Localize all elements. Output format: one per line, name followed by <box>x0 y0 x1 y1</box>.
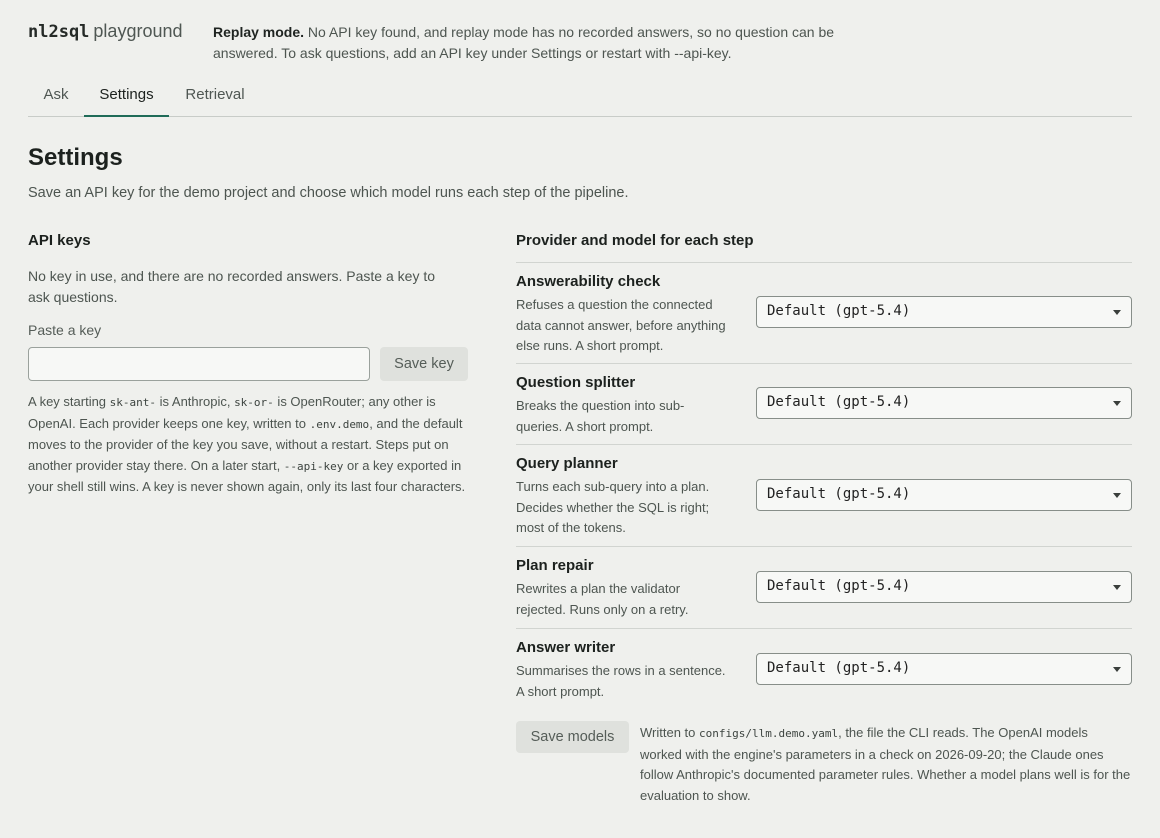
tab-retrieval[interactable]: Retrieval <box>185 86 245 103</box>
help-text-part: is Anthropic, <box>156 394 235 409</box>
step-description: Rewrites a plan the validator rejected. Runs only on a retry. <box>516 581 689 617</box>
brand-suffix: playground <box>93 21 183 41</box>
step-description: Refuses a question the connected data cannot answer, before anything else runs. A short prompt. <box>516 297 726 353</box>
step-row-query-planner <box>516 445 1132 547</box>
help-text-part: or a key exported in your shell still wins. A key is never shown again, only its last four characters. <box>28 457 466 494</box>
app-header <box>28 20 1132 64</box>
page-subtitle: Save an API key for the demo project and choose which model runs each step of the pipeline. <box>28 185 629 201</box>
paste-key-label: Paste a key <box>28 322 102 338</box>
model-select-answer-writer[interactable] <box>756 653 1132 685</box>
model-settings-footer <box>516 721 1132 811</box>
step-title: Query planner <box>516 455 618 472</box>
chevron-down-icon <box>1113 493 1121 498</box>
step-description: Summarises the rows in a sentence. A short prompt. <box>516 663 726 699</box>
replay-mode-notice <box>213 22 853 64</box>
chevron-down-icon <box>1113 667 1121 672</box>
help-text-part: , and the default moves to the provider of the key you save, without a restart. Steps put on another provider stay there. On a later start, <box>28 415 463 473</box>
step-row-answer-writer <box>516 629 1132 703</box>
api-key-help-text <box>28 392 468 498</box>
note-code-config-path: configs/llm.demo.yaml <box>699 727 839 740</box>
model-select-plan-repair[interactable] <box>756 571 1132 603</box>
model-select-value: Default (gpt-5.4) <box>767 486 911 502</box>
notice-text: No API key found, and replay mode has no recorded answers, so no question can be answered. To ask questions, add an API key under Settings or restart with --api-key. <box>213 24 835 61</box>
tab-ask[interactable]: Ask <box>43 86 69 103</box>
step-description: Breaks the question into sub-queries. A short prompt. <box>516 398 685 434</box>
key-input-row <box>28 347 468 383</box>
chevron-down-icon <box>1113 401 1121 406</box>
help-text-part: is OpenRouter; any other is OpenAI. Each provider keeps one key, written to <box>28 394 436 431</box>
notice-title: Replay mode. <box>213 24 305 40</box>
api-keys-section <box>28 232 468 498</box>
model-select-query-planner[interactable] <box>756 479 1132 511</box>
save-key-button[interactable]: Save key <box>380 347 468 381</box>
help-code-env-file: .env.demo <box>309 417 370 431</box>
brand-name: nl2sql <box>28 22 90 42</box>
chevron-down-icon <box>1113 310 1121 315</box>
model-select-value: Default (gpt-5.4) <box>767 394 911 410</box>
step-title: Answerability check <box>516 273 661 290</box>
step-title: Question splitter <box>516 374 636 391</box>
step-title: Answer writer <box>516 639 616 656</box>
tab-settings[interactable]: Settings <box>84 78 169 117</box>
model-select-answerability-check[interactable] <box>756 296 1132 328</box>
api-keys-heading: API keys <box>28 232 91 249</box>
step-title: Plan repair <box>516 557 594 574</box>
model-settings-section <box>516 232 1132 811</box>
model-select-question-splitter[interactable] <box>756 387 1132 419</box>
help-code-api-key-flag: --api-key <box>283 459 344 473</box>
page-title: Settings <box>28 144 123 171</box>
model-select-value: Default (gpt-5.4) <box>767 578 911 594</box>
app-brand <box>28 21 183 42</box>
step-row-answerability-check <box>516 263 1132 364</box>
model-select-value: Default (gpt-5.4) <box>767 660 911 676</box>
api-key-input[interactable] <box>28 347 370 381</box>
note-text-part: , the file the CLI reads. The OpenAI models worked with the engine's parameters in a check on 2026-09-20; the Claude ones follow Anthropic's documented parameter rules. Whether a model plans well is for the evaluation to show. <box>640 725 1131 803</box>
save-models-button[interactable]: Save models <box>516 721 629 753</box>
help-code-openrouter-prefix: sk-or- <box>234 396 274 409</box>
step-row-plan-repair <box>516 547 1132 629</box>
step-description: Turns each sub-query into a plan. Decides whether the SQL is right; most of the tokens. <box>516 479 710 535</box>
model-settings-heading: Provider and model for each step <box>516 232 1132 263</box>
api-key-status: No key in use, and there are no recorded answers. Paste a key to ask questions. <box>28 268 436 305</box>
model-select-value: Default (gpt-5.4) <box>767 303 911 319</box>
step-row-question-splitter <box>516 364 1132 445</box>
chevron-down-icon <box>1113 585 1121 590</box>
models-config-note <box>640 723 1132 806</box>
help-text-part: A key starting <box>28 394 110 409</box>
tab-bar <box>28 78 1132 117</box>
help-code-anthropic-prefix: sk-ant- <box>109 396 157 409</box>
note-text-part: Written to <box>640 725 700 740</box>
